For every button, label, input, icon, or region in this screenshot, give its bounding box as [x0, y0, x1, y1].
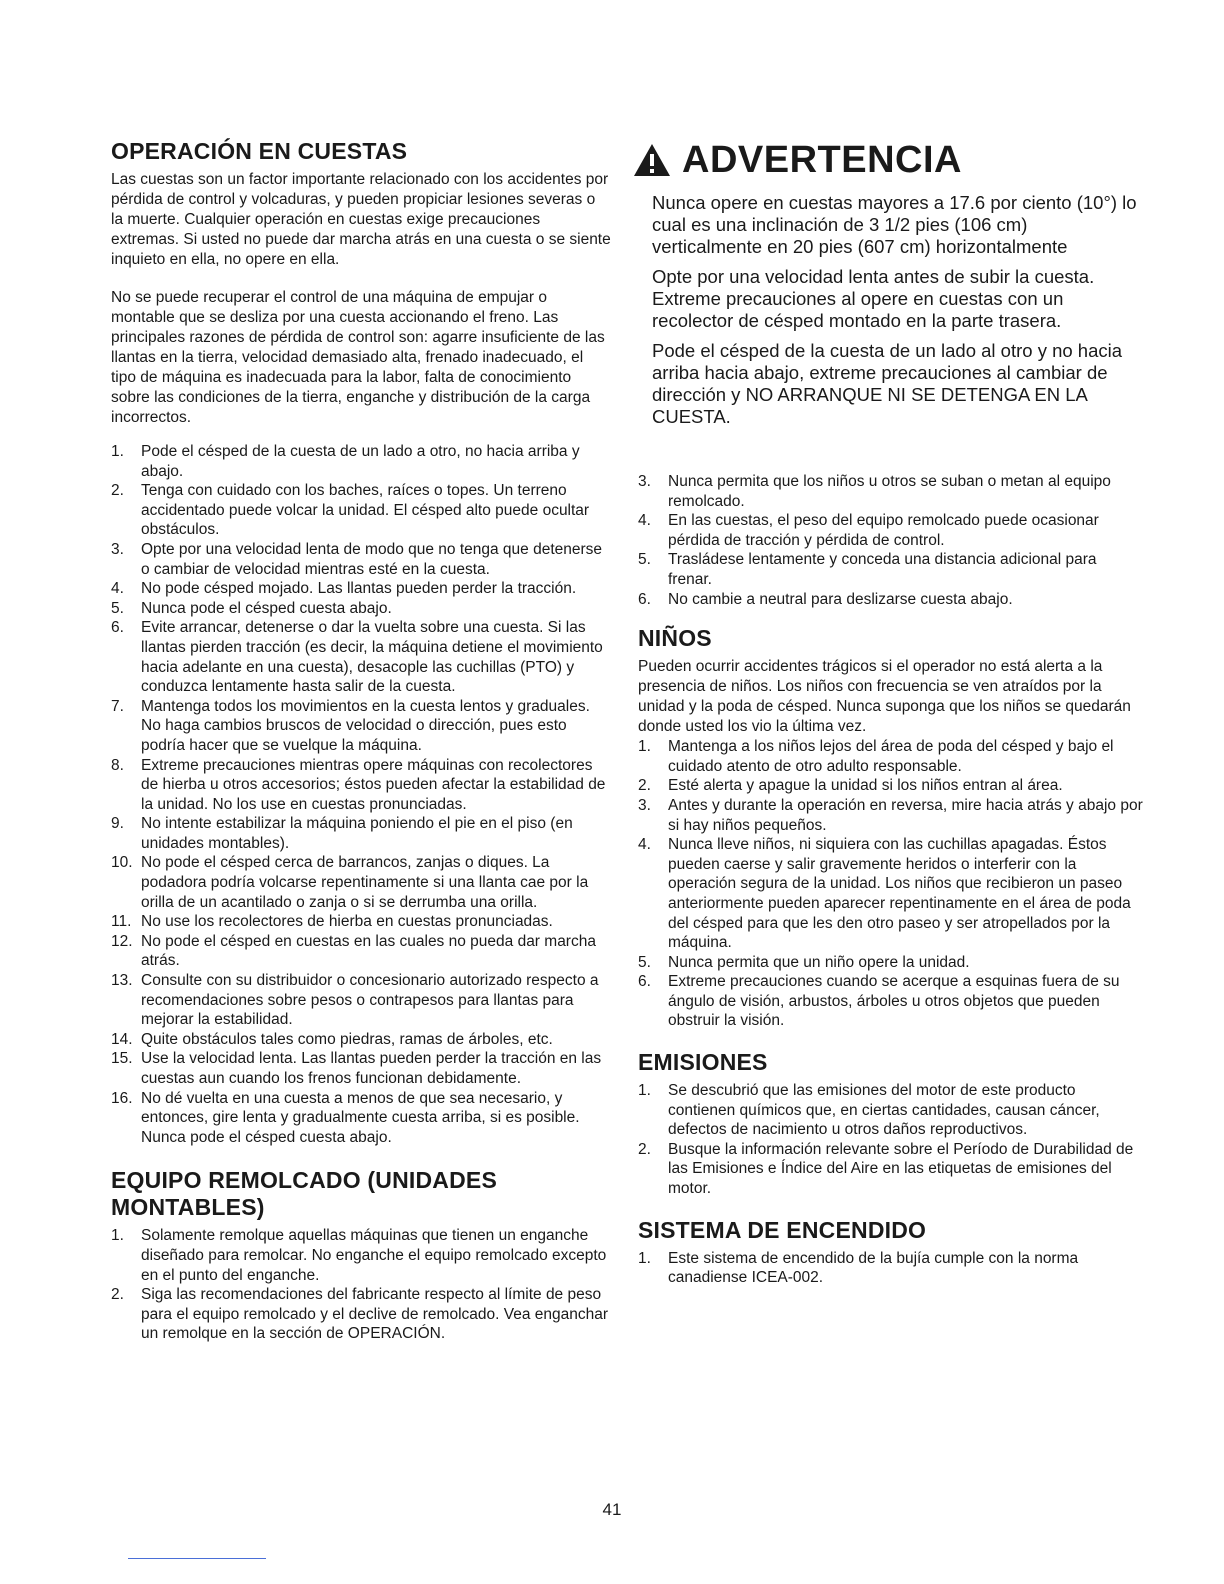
list-item-number: 4. [638, 836, 651, 854]
equipo-list [111, 1226, 611, 1344]
list-item [638, 472, 1143, 511]
left-column [111, 138, 611, 1344]
list-item [638, 796, 1143, 835]
list-item [638, 550, 1143, 589]
section-title-sistema: SISTEMA DE ENCENDIDO [638, 1216, 927, 1243]
list-item-number: 15. [111, 1050, 133, 1068]
list-item [111, 756, 611, 815]
list-item-text: Extreme precauciones cuando se acerque a esquinas fuera de su ángulo de visión, arbustos, árboles u otros objetos que pueden obstruir la visión. [668, 973, 1120, 1030]
warning-title-text: ADVERTENCIA [682, 139, 962, 181]
list-item [111, 540, 611, 579]
list-item [638, 835, 1143, 953]
list-item-number: 13. [111, 972, 133, 990]
list-item-text: Pode el césped de la cuesta de un lado a otro, no hacia arriba y abajo. [141, 443, 580, 480]
list-item-number: 3. [638, 473, 651, 490]
list-item-number: 3. [638, 796, 651, 814]
section-ninos [638, 625, 1143, 1031]
list-item [638, 1081, 1143, 1140]
list-item [638, 1140, 1143, 1199]
list-item-text: No cambie a neutral para deslizarse cuesta abajo. [668, 590, 1013, 608]
list-item-text: Busque la información relevante sobre el Período de Durabilidad de las Emisiones e Índice del Aire en las etiquetas de emisiones del motor. [668, 1140, 1134, 1198]
list-item-text: Solamente remolque aquellas máquinas que tienen un enganche diseñado para remolcar. No enganche el equipo remolcado excepto en el punto del enganche. [141, 1227, 607, 1284]
operacion-paragraph-2: No se puede recuperar el control de una máquina de empujar o montable que se desliza por una cuesta accionando el freno. Las principales razones de pérdida de control son: agarre insuficiente de las llantas en la tierra, velocidad demasiado alta, frenado inadecuado, el tipo de máquina es inadecuada para la labor, falta de conocimiento sobre las condiciones de la tierra, enganche y distribución de la carga incorrectos. [111, 289, 605, 426]
list-item-text: No intente estabilizar la máquina poniendo el pie en el piso (en unidades montables). [141, 815, 573, 852]
warning-paragraph-2: Opte por una velocidad lenta antes de subir la cuesta. Extreme precauciones al opere en cuestas con un recolector de césped montado en la parte trasera. [652, 266, 1095, 331]
list-item-text: No pode el césped cerca de barrancos, zanjas o diques. La podadora podría volcarse repentinamente si una llanta cae por la orilla de un acantilado o zanja o si se derrumba una orilla. [141, 854, 589, 911]
emisiones-list [638, 1081, 1143, 1199]
list-item-number: 2. [638, 777, 651, 795]
list-item [638, 972, 1143, 1031]
list-item-number: 9. [111, 815, 124, 833]
list-item-text: Nunca permita que un niño opere la unidad. [668, 953, 970, 971]
list-item [111, 912, 611, 932]
list-item-number: 1. [638, 738, 651, 756]
warning-triangle-icon [632, 142, 672, 178]
list-item [111, 1089, 611, 1148]
list-item [111, 1049, 611, 1088]
section-emisiones [638, 1049, 1143, 1199]
list-item [111, 1285, 611, 1344]
list-item [111, 697, 611, 756]
list-item [111, 971, 611, 1030]
list-item-number: 6. [638, 973, 651, 991]
list-item-text: Consulte con su distribuidor o concesionario autorizado respecto a recomendaciones sobre pesos o contrapesos para llantas para mejorar la estabilidad. [141, 972, 599, 1029]
list-item-number: 1. [638, 1082, 651, 1100]
list-item-text: Antes y durante la operación en reversa, mire hacia atrás y abajo por si hay niños pequeños. [668, 796, 1143, 834]
list-item-text: Trasládese lentamente y conceda una distancia adicional para frenar. [668, 551, 1097, 588]
list-item-text: Quite obstáculos tales como piedras, ramas de árboles, etc. [141, 1030, 553, 1048]
right-column [638, 138, 1143, 1288]
list-item-number: 2. [111, 1286, 124, 1304]
list-item [111, 442, 611, 481]
section-title-ninos: NIÑOS [638, 625, 712, 652]
list-item-text: No use los recolectores de hierba en cuestas pronunciadas. [141, 913, 553, 931]
list-item-text: Evite arrancar, detenerse o dar la vuelta sobre una cuesta. Si las llantas pierden tracción (es decir, la máquina detiene el movimiento hacia adelante en una cuesta), desacople las cuchillas (PTO) y conduzca lentamente hasta salir de la cuesta. [141, 619, 603, 696]
list-item [111, 1226, 611, 1285]
list-item-number: 10. [111, 854, 133, 872]
list-item [638, 776, 1143, 796]
ninos-list [638, 737, 1143, 1031]
list-item-text: No pode césped mojado. Las llantas pueden perder la tracción. [141, 580, 577, 598]
list-item [638, 953, 1143, 973]
section-sistema-encendido [638, 1217, 1143, 1288]
list-item [638, 511, 1143, 550]
list-item-number: 3. [111, 540, 124, 558]
list-item-text: Mantenga a los niños lejos del área de poda del césped y bajo el cuidado atento de otro adulto responsable. [668, 738, 1114, 775]
list-item-text: Este sistema de encendido de la bujía cumple con la norma canadiense ICEA-002. [668, 1249, 1079, 1287]
section-title-operacion: OPERACIÓN EN CUESTAS [111, 138, 408, 164]
list-item [638, 1249, 1143, 1288]
list-item-text: Extreme precauciones mientras opere máquinas con recolectores de hierba u otros accesorios; éstos pueden afectar la estabilidad de la unidad. No los use en cuestas pronunciadas. [141, 756, 606, 813]
list-item-text: Nunca pode el césped cuesta abajo. [141, 599, 392, 617]
operacion-paragraph-1: Las cuestas son un factor importante relacionado con los accidentes por pérdida de control y volcaduras, y pueden propiciar lesiones severas o la muerte. Cualquier operación en cuestas exige precauciones extremas. Si usted no puede dar marcha atrás en una cuesta o se siente inquieto en ella, no opere en ella. [111, 171, 611, 268]
list-item-text: En las cuestas, el peso del equipo remolcado puede ocasionar pérdida de tracción y pérdida de control. [668, 512, 1099, 549]
page-number: 41 [602, 1500, 622, 1519]
list-item-number: 8. [111, 756, 124, 774]
section-title-emisiones: EMISIONES [638, 1049, 768, 1076]
list-item-text: Tenga con cuidado con los baches, raíces o topes. Un terreno accidentado puede volcar la unidad. El césped alto puede ocultar obstáculos. [141, 482, 590, 539]
list-item-text: Se descubrió que las emisiones del motor de este producto contienen químicos que, en ciertas cantidades, causan cáncer, defectos de nacimiento u otros daños reproductivos. [668, 1082, 1100, 1139]
list-item-number: 7. [111, 697, 124, 715]
list-item-number: 16. [111, 1089, 133, 1107]
list-item-number: 12. [111, 932, 133, 950]
list-item [111, 814, 611, 853]
list-item [111, 599, 611, 619]
list-item [111, 853, 611, 912]
list-item-number: 4. [638, 512, 651, 530]
operacion-list [111, 442, 611, 1147]
list-item [638, 590, 1143, 610]
list-item-text: Siga las recomendaciones del fabricante respecto al límite de peso para el equipo remolcado y el declive de remolcado. Vea enganchar un remolque en la sección de OPERACIÓN. [141, 1286, 609, 1343]
section-equipo-remolcado [111, 1167, 611, 1344]
ninos-paragraph: Pueden ocurrir accidentes trágicos si el operador no está alerta a la presencia de niños. Los niños con frecuencia se ven atraídos por la unidad y la poda de césped. Nunca suponga que los niños se quedarán donde usted los vio la última vez. [638, 658, 1131, 736]
list-item-number: 1. [111, 1227, 124, 1245]
list-item [111, 932, 611, 971]
list-item-number: 6. [638, 590, 651, 608]
list-item-number: 14. [111, 1030, 133, 1048]
list-item-number: 5. [638, 953, 651, 971]
list-item-text: Mantenga todos los movimientos en la cuesta lentos y graduales. No haga cambios bruscos de velocidad o dirección, pues esto podría hacer que se vuelque la máquina. [141, 697, 590, 754]
footer-divider [128, 1558, 266, 1559]
section-operacion-en-cuestas [111, 138, 611, 1147]
list-item-text: No dé vuelta en una cuesta a menos de que sea necesario, y entonces, gire lenta y gradualmente cuesta arriba, si es posible. Nunca pode el césped cuesta abajo. [141, 1089, 580, 1146]
list-item-text: Esté alerta y apague la unidad si los niños entran al área. [668, 777, 1063, 795]
list-item-text: Use la velocidad lenta. Las llantas pueden perder la tracción en las cuestas aun cuando los frenos funcionan debidamente. [141, 1050, 602, 1087]
list-item-number: 5. [111, 599, 124, 617]
list-item [111, 1030, 611, 1050]
list-item-number: 1. [638, 1249, 651, 1267]
list-item [111, 579, 611, 599]
warning-paragraph-1: Nunca opere en cuestas mayores a 17.6 por ciento (10°) lo cual es una inclinación de 3 1/2 pies (106 cm) verticalmente en 20 pies (607 cm) horizontalmente [652, 192, 1137, 257]
list-item-number: 2. [638, 1140, 651, 1158]
warning-paragraph-3: Pode el césped de la cuesta de un lado al otro y no hacia arriba hacia abajo, extreme precauciones al cambiar de dirección y NO ARRANQUE NI SE DETENGA EN LA CUESTA. [652, 340, 1123, 427]
list-item [638, 737, 1143, 776]
list-item-number: 5. [638, 551, 651, 569]
warning-box [638, 138, 1143, 428]
warning-title [632, 138, 1143, 182]
equipo-list-continued [638, 472, 1143, 609]
list-item-text: Nunca permita que los niños u otros se suban o metan al equipo remolcado. [668, 473, 1111, 510]
section-title-equipo: EQUIPO REMOLCADO (UNIDADES MONTABLES) [111, 1167, 497, 1221]
list-item-number: 11. [111, 913, 132, 931]
list-item-number: 6. [111, 619, 124, 637]
list-item-text: Opte por una velocidad lenta de modo que no tenga que detenerse o cambiar de velocidad mientras esté en la cuesta. [141, 540, 603, 578]
list-item-number: 2. [111, 482, 124, 500]
list-item-number: 1. [111, 443, 124, 460]
list-item-number: 4. [111, 580, 124, 598]
list-item [111, 618, 611, 696]
sistema-list [638, 1249, 1143, 1288]
list-item [111, 481, 611, 540]
list-item-text: Nunca lleve niños, ni siquiera con las cuchillas apagadas. Éstos pueden caerse y salir gravemente heridos o interferir con la operación segura de la unidad. Los niños que recibieron un paseo anteriormente pueden aparecer repentinamente en el área de poda del césped para que les den otro paseo y ser atropellados por la máquina. [668, 836, 1131, 952]
list-item-text: No pode el césped en cuestas en las cuales no pueda dar marcha atrás. [141, 932, 596, 970]
